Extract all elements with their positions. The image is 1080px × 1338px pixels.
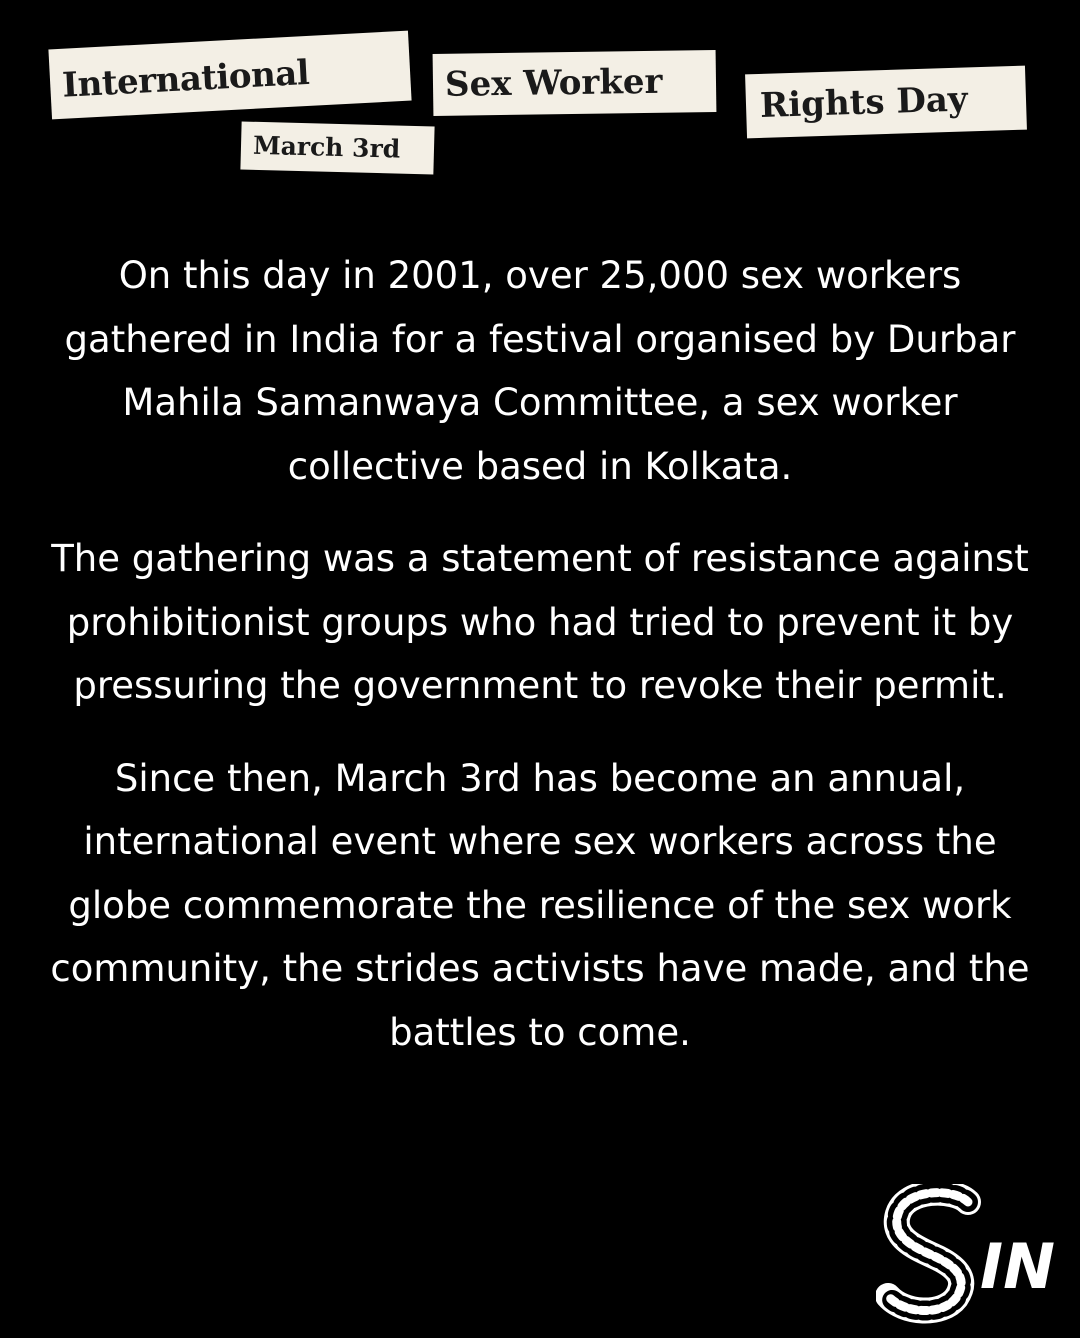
title-label-sex-worker [433,50,717,116]
paragraph-resistance: The gathering was a statement of resistance against prohibitionist groups who had tried to prevent it by pressuring the government to revoke their permit. [51,537,1029,707]
paragraph-history: On this day in 2001, over 25,000 sex workers gathered in India for a festival organised by Durbar Mahila Samanwaya Committee, a sex worker collective based in Kolkata. [64,254,1016,488]
title-label-rights-day-text: Rights Day [759,79,969,126]
title-label-sex-worker-text: Sex Worker [444,61,663,105]
sin-logo-icon [876,1184,1066,1324]
title-label-international-text: International [61,52,311,106]
paragraph-annual-event: Since then, March 3rd has become an annual, international event where sex workers across the globe commemorate the resilience of the sex work community, the strides activists have made, and the battles to come. [50,756,1030,1054]
title-label-rights-day [745,66,1027,139]
title-label-international [48,31,411,120]
body-text [50,244,1030,1093]
date-label-text: March 3rd [252,130,401,164]
logo-text-in: IN [980,1230,1055,1303]
date-label [240,121,434,174]
